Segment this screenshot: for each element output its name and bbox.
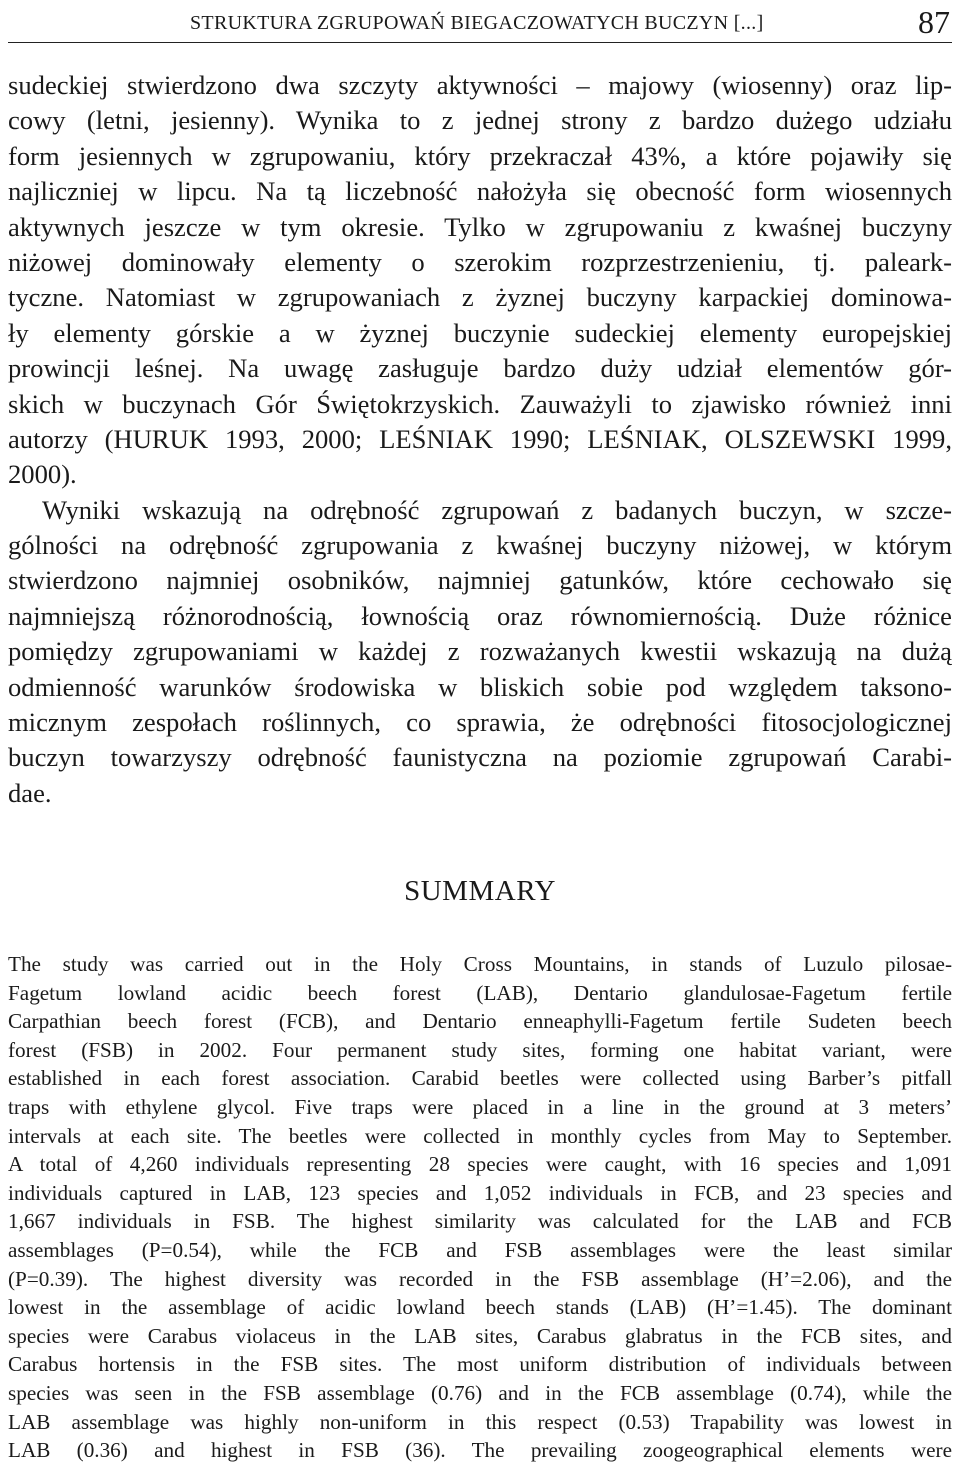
- body-text: [8, 68, 952, 811]
- summary-line: species were Carabus violaceus in the LAB sites, Carabus glabratus in the FCB sites, and: [8, 1323, 952, 1348]
- document-page: [8, 0, 952, 1466]
- body-line: prowincji leśnej. Na uwagę zasługuje bardzo duży udział elementów gór-: [8, 353, 952, 384]
- body-line: aktywnych jeszcze w tym okresie. Tylko w zgrupowaniu z kwaśnej buczyny: [8, 211, 952, 242]
- summary-line: forest (FSB) in 2002. Four permanent study sites, forming one habitat variant, were: [8, 1037, 952, 1062]
- body-line: 2000).: [8, 459, 77, 490]
- summary-line: Fagetum lowland acidic beech forest (LAB), Dentario glandulosae-Fagetum fertile: [8, 980, 952, 1005]
- summary-line: Carpathian beech forest (FCB), and Dentario enneaphylli-Fagetum fertile Sudeten beech: [8, 1009, 952, 1034]
- body-line: ły elementy górskie a w żyznej buczynie sudeckiej elementy europejskiej: [8, 317, 952, 348]
- summary-line: assemblages (P=0.54), while the FCB and FSB assemblages were the least similar: [8, 1237, 952, 1262]
- body-line: sudeckiej stwierdzono dwa szczyty aktywności – majowy (wiosenny) oraz lip-: [8, 70, 952, 100]
- summary-line: intervals at each site. The beetles were collected in monthly cycles from May to September.: [8, 1123, 952, 1148]
- summary-line: LAB (0.36) and highest in FSB (36). The prevailing zoogeographical elements were: [8, 1438, 952, 1463]
- summary-line: lowest in the assemblage of acidic lowland beech stands (LAB) (H’=1.45). The dominant: [8, 1295, 952, 1320]
- body-line: micznym zespołach roślinnych, co sprawia, że odrębności fitosocjologicznej: [8, 707, 952, 738]
- summary-line: 1,667 individuals in FSB. The highest similarity was calculated for the LAB and FCB: [8, 1209, 952, 1234]
- body-line: autorzy (HURUK 1993, 2000; LEŚNIAK 1990; LEŚNIAK, OLSZEWSKI 1999,: [8, 423, 952, 454]
- body-line: pomiędzy zgrupowaniami w każdej z rozważanych kwestii wskazują na dużą: [8, 636, 952, 667]
- body-line: buczyn towarzyszy odrębność faunistyczna na poziomie zgrupowań Carabi-: [8, 742, 952, 773]
- running-header: [8, 4, 952, 43]
- summary-line: (P=0.39). The highest diversity was recorded in the FSB assemblage (H’=2.06), and the: [8, 1266, 952, 1291]
- body-line: Wyniki wskazują na odrębność zgrupowań z badanych buczyn, w szcze-: [42, 494, 952, 525]
- page-number: 87: [918, 4, 950, 40]
- body-line: niżowej dominowały elementy o szerokim rozprzestrzenieniu, tj. paleark-: [8, 246, 952, 277]
- body-line: najliczniej w lipcu. Na tą liczebność nałożyła się obecność form wiosennych: [8, 176, 952, 207]
- summary-line: A total of 4,260 individuals representing 28 species were caught, with 16 species and 1,091: [8, 1152, 952, 1177]
- body-line: gólności na odrębność zgrupowania z kwaśnej buczyny niżowej, w którym: [8, 530, 952, 561]
- body-line: cowy (letni, jesienny). Wynika to z jednej strony z bardzo dużego udziału: [8, 105, 952, 136]
- body-line: skich w buczynach Gór Świętokrzyskich. Zauważyli to zjawisko również inni: [8, 388, 952, 419]
- summary-line: species was seen in the FSB assemblage (0.76) and in the FCB assemblage (0.74), while the: [8, 1380, 952, 1405]
- body-line: form jesiennych w zgrupowaniu, który przekraczał 43%, a które pojawiły się: [8, 140, 952, 171]
- body-line: stwierdzono najmniej osobników, najmniej gatunków, które cechowało się: [8, 565, 952, 596]
- summary-line: LAB assemblage was highly non-uniform in this respect (0.53) Trapability was lowest in: [8, 1409, 952, 1434]
- summary-heading: SUMMARY: [404, 875, 556, 907]
- running-title: STRUKTURA ZGRUPOWAŃ BIEGACZOWATYCH BUCZYN [...]: [190, 12, 764, 34]
- body-line: odmienność warunków środowiska w bliskich sobie pod względem taksono-: [8, 671, 952, 702]
- body-line: najmniejszą różnorodnością, łownością oraz równomiernością. Duże różnice: [8, 600, 952, 631]
- summary-line: traps with ethylene glycol. Five traps were placed in a line in the ground at 3 meters’: [8, 1094, 952, 1119]
- summary-line: The study was carried out in the Holy Cross Mountains, in stands of Luzulo pilosae-: [8, 952, 952, 976]
- summary-line: Carabus hortensis in the FSB sites. The most uniform distribution of individuals between: [8, 1352, 952, 1377]
- summary-line: established in each forest association. Carabid beetles were collected using Barber’s pitfall: [8, 1066, 952, 1091]
- body-line: tyczne. Natomiast w zgrupowaniach z żyznej buczyny karpackiej dominowa-: [8, 282, 952, 313]
- body-line: dae.: [8, 777, 52, 808]
- summary-line: individuals captured in LAB, 123 species and 1,052 individuals in FCB, and 23 species and: [8, 1180, 952, 1205]
- summary-text: [8, 950, 952, 1465]
